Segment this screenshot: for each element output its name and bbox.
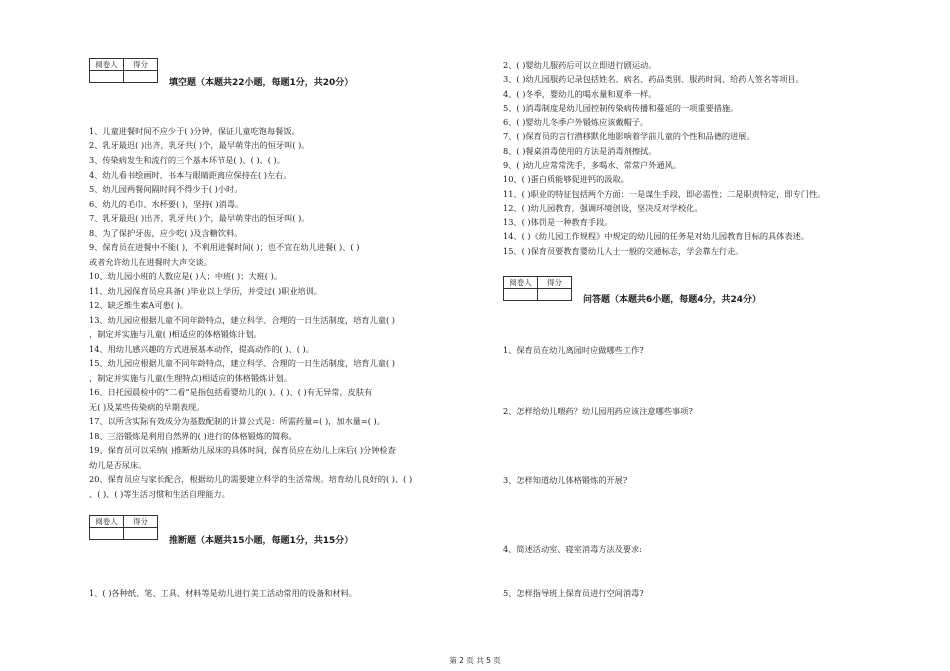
question-line: 5、( )消毒制度是幼儿园控制传染病传播和蔓延的一项重要措施。 [503,103,739,113]
score-box-fill-blank [89,58,158,83]
question-line: 6、幼儿的毛巾、水杯要( )，坚持( )消毒。 [89,199,244,209]
question-line: 19、保育员可以采纳( )推断幼儿尿床的具体时间，保育员应在幼儿上床后( )分钟检查 [89,445,396,455]
question-line: 无( )及某些传染病的早期表现。 [89,402,205,412]
question-line: 10、( )蛋白质能够促进钙的汲取。 [503,174,629,184]
score-cell[interactable] [538,289,572,301]
fill-blank-title: 填空题（本题共22小题，每题1分，共20分） [169,78,354,88]
question-line: 9、( )幼儿应常常洗手，多喝水、常常户外通风。 [503,160,681,170]
question-line: 4、( )冬季，婴幼儿的喝水量和夏季一样。 [503,89,657,99]
score-box-qa [503,276,572,301]
question-line: 幼儿是否尿床。 [89,460,147,470]
score-cell[interactable] [124,528,158,540]
question-line: 17、以所含实际有效成分为基数配制的计算公式是：所需药量=( )，加水量=( )。 [89,416,385,426]
question-line: 13、幼儿园应根据儿童不同年龄特点，建立科学、合理的一日生活制度，培育儿童( ) [89,315,395,325]
score-label: 得分 [538,277,572,289]
question-line: 、( )、( )等生活习惯和生活自理能力。 [89,489,230,499]
question-line: 2、怎样给幼儿喂药？幼儿园用药应该注意哪些事项? [503,406,693,416]
reviewer-label: 阅卷人 [90,516,124,528]
question-line: 13、( )体罚是一种教育手段。 [503,217,613,227]
question-line: 3、( )幼儿园服药记录包括姓名、病名、药品类别、服药时间、给药人签名等项目。 [503,74,804,84]
question-line: 8、为了保护牙齿，应少吃( )及含糖饮料。 [89,228,243,238]
score-cell[interactable] [124,71,158,83]
question-line: 1、儿童进餐时间不应少于( )分钟，保证儿童吃饱每餐饭。 [89,126,300,136]
page-footer: 第 2 页 共 5 页 [449,656,501,665]
question-line: 1、保育员在幼儿离园时应做哪些工作? [503,345,644,355]
question-line: 11、( )职业的特征包括两个方面：一是谋生手段，即必需性；二是职责特定，即专门性。 [503,189,826,199]
score-label: 得分 [124,59,158,71]
question-line: 14、( )《幼儿园工作规程》中规定的幼儿园的任务是对幼儿园教育目标的具体表述。 [503,231,809,241]
question-line: 9、保育员在进餐中不能( )，不利用进餐时间( )；也不宜在幼儿进餐( )、( ) [89,242,360,252]
question-line: 5、怎样指导班上保育员进行空间消毒? [503,588,644,598]
question-line: 12、缺乏维生素A可患( )。 [89,300,189,310]
question-line: 2、乳牙最迟( )出齐，乳牙共( )个，最早萌芽出的恒牙叫( )。 [89,140,310,150]
question-line: 或者允许幼儿在进餐时大声交谈。 [89,257,212,267]
question-line: 11、幼儿园保育员应具备( )毕业以上学历，并受过( )职业培训。 [89,286,323,296]
score-box-true-false [89,515,158,540]
question-line: 12、( )幼儿园教育，强调环境创设，坚决反对学校化。 [503,203,703,213]
question-line: 7、( )保育员的言行潜移默化地影响着学前儿童的个性和品德的进展。 [503,131,755,141]
reviewer-label: 阅卷人 [90,59,124,71]
question-line: 7、乳牙最迟( )出齐，乳牙共( )个，最早萌芽出的恒牙叫( )。 [89,213,310,223]
question-line: 15、( )保育员要教育婴幼儿人士一般的交通标志，学会靠左行走。 [503,246,744,256]
question-line: 6、( )婴幼儿冬季户外锻炼应该戴帽子。 [503,117,649,127]
reviewer-cell[interactable] [504,289,538,301]
qa-title: 问答题（本题共6小题，每题4分，共24分） [583,295,762,305]
question-line: 18、三浴锻炼是利用自然界的( )进行的体格锻炼的简称。 [89,431,297,441]
score-label: 得分 [124,516,158,528]
question-line: 4、简述活动室、寝室消毒方法及要求: [503,544,642,554]
question-line: 14、用幼儿感兴趣的方式进展基本动作，提高动作的( )、( )。 [89,344,314,354]
question-line: 3、怎样知道幼儿体格锻炼的开展? [503,475,628,485]
question-line: 3、传染病发生和流行的三个基本环节是( )、( )、( )。 [89,155,285,165]
question-line: 8、( )餐桌消毒使用的方法是消毒剂擦拭。 [503,146,657,156]
question-line: 20、保育员应与家长配合，根据幼儿的需要建立科学的生活常规。培育幼儿良好的( )、( ) [89,474,413,484]
reviewer-label: 阅卷人 [504,277,538,289]
reviewer-cell[interactable] [90,71,124,83]
question-line: 5、幼儿园两餐间隔时间不得少于( )小时。 [89,184,243,194]
true-false-title: 推断题（本题共15小题，每题1分，共15分） [169,536,354,546]
reviewer-cell[interactable] [90,528,124,540]
question-line: 4、幼儿看书绘画时，书本与眼睛距离应保持在( )左右。 [89,170,292,180]
question-line: ，制定并实施与儿童(生理特点)相适应的体格锻炼计划。 [89,373,292,383]
question-line: 16、日托园晨检中的“二看”是指包括看婴幼儿的( )、( )、( )有无异常，皮肤有 [89,387,373,397]
question-line: 15、幼儿园应根据儿童不同年龄特点，建立科学、合理的一日生活制度，培育儿童( ) [89,358,395,368]
question-line: 2、( )婴幼儿服药后可以立即进行剧运动。 [503,60,657,70]
question-line: 10、幼儿园小班的人数应是( )人；中班( )；大班( )。 [89,271,282,281]
question-line: 1、( )各种纸、笔、工具、材料等是幼儿进行美工活动常用的设备和材料。 [89,588,358,598]
question-line: ，制定并实施与儿童( )相适应的体格锻炼计划。 [89,329,262,339]
